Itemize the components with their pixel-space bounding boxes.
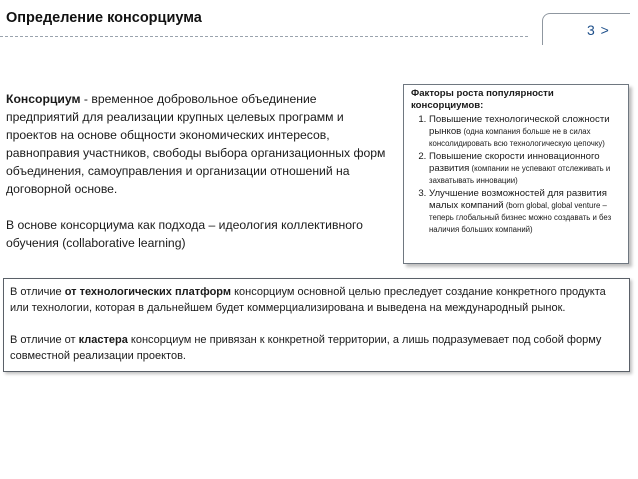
comparison-cluster — [10, 332, 623, 364]
definition-paragraph — [6, 90, 391, 198]
factors-title: Факторы роста популярности консорциумов: — [411, 88, 554, 111]
definition-block — [6, 90, 391, 252]
comparison-platforms-term: от технологических платформ — [64, 286, 232, 298]
factors-list — [411, 114, 623, 236]
definition-term: Консорциум — [6, 92, 81, 106]
factor-item — [429, 188, 623, 236]
comparison-platforms — [10, 284, 623, 316]
factor-item — [429, 114, 623, 150]
comparison-cluster-text: консорциум не привязан к конкретной территории, а лишь подразумевает под собой форму совместной реализации проектов. — [10, 334, 602, 362]
comparison-cluster-prefix: В отличие от — [10, 334, 79, 346]
comparison-cluster-term: кластера — [78, 334, 128, 346]
comparison-platforms-prefix: В отличие — [10, 286, 65, 298]
comparison-box — [3, 278, 630, 372]
page-number: 3 > — [587, 22, 610, 38]
factor-item — [429, 151, 623, 187]
page-title: Определение консорциума — [6, 10, 202, 26]
factor-note: (одна компания больше не в силах консолидировать всю технологическую цепочку) — [429, 127, 605, 148]
factor-main: Улучшение возможностей для развития малых компаний — [429, 188, 607, 211]
growth-factors-box — [403, 84, 629, 264]
factor-note: (born global, global venture – теперь глобальный бизнес можно создавать и без наличия больших компаний) — [429, 201, 612, 234]
page-number-tab — [542, 13, 630, 45]
header-divider — [0, 36, 528, 37]
factor-main: Повышение скорости инновационного развития — [429, 151, 600, 174]
factor-note: (компании не успевают отслеживать и захватывать инновации) — [429, 164, 611, 185]
definition-text: - временное добровольное объединение предприятий для реализации крупных целевых программ и проектов на основе общности экономических интересов, равноправия участников, свободы выбора организационных форм объединения, самоуправления и организации отношений на договорной основе. — [6, 92, 386, 196]
factor-main: Повышение технологической сложности рынков — [429, 114, 610, 137]
basis-paragraph: В основе консорциума как подхода – идеология коллективного обучения (collaborative learning) — [6, 218, 363, 250]
comparison-platforms-text: консорциум основной целью преследует создание конкретного продукта или технологии, которая в дальнейшем будет коммерциализирована и выведена на международный рынок. — [10, 286, 606, 314]
